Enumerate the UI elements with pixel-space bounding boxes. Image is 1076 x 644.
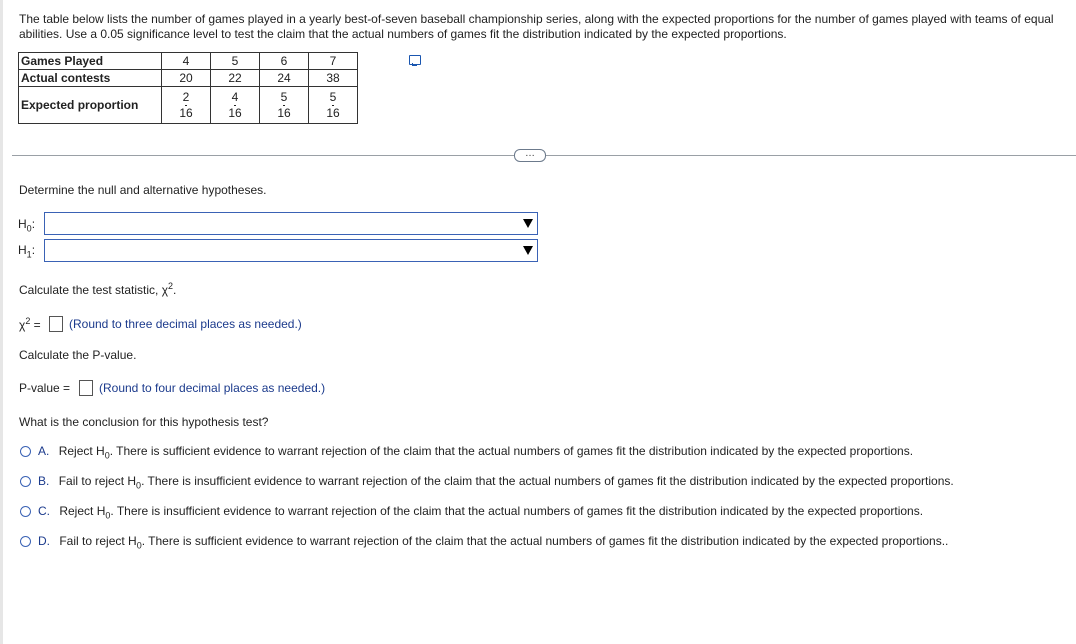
actual-cell: 24: [260, 70, 309, 87]
fraction: [277, 91, 290, 119]
row-label-actual: Actual contests: [19, 70, 162, 87]
caret-down-icon: [523, 219, 533, 228]
copy-data-icon[interactable]: [409, 55, 421, 65]
radio-button[interactable]: [20, 506, 31, 517]
data-table: [18, 52, 358, 124]
option-subscript: 0: [136, 480, 142, 491]
option-subscript: 0: [136, 540, 142, 551]
h0-dropdown-toggle[interactable]: [519, 213, 537, 234]
option-text-post: . There is sufficient evidence to warrant rejection of the claim that the actual numbers of games fit the distribution indicated by the expected proportions..: [141, 534, 949, 548]
expected-cell: [260, 87, 309, 124]
h0-letter: H: [18, 217, 27, 231]
actual-cell: 38: [309, 70, 358, 87]
row-label-expected: Expected proportion: [19, 87, 162, 124]
fraction: [228, 91, 241, 119]
option-text-pre: Fail to reject H: [58, 474, 137, 488]
equals-sign: =: [33, 318, 41, 332]
caret-down-icon: [523, 246, 533, 255]
fraction-denominator: 16: [326, 105, 340, 120]
fraction-numerator: 4: [231, 89, 239, 104]
test-stat-prompt: [19, 281, 176, 297]
chi-square-label: [19, 316, 41, 332]
row-label-games: Games Played: [19, 53, 162, 70]
h1-select[interactable]: [44, 239, 538, 262]
fraction-denominator: 16: [179, 105, 193, 120]
games-cell: 7: [309, 53, 358, 70]
more-button[interactable]: …: [514, 149, 546, 162]
expected-cell: [309, 87, 358, 124]
radio-button[interactable]: [20, 476, 31, 487]
h0-select[interactable]: [44, 212, 538, 235]
option-c[interactable]: [20, 504, 923, 520]
test-stat-prompt-sup: 2: [168, 281, 174, 291]
chi-superscript: 2: [25, 316, 31, 326]
option-d[interactable]: [20, 534, 948, 550]
expected-cell: [211, 87, 260, 124]
chi-square-hint: (Round to three decimal places as needed.): [69, 317, 302, 331]
radio-button[interactable]: [20, 446, 31, 457]
p-value-prompt: Calculate the P-value.: [19, 348, 137, 362]
option-subscript: 0: [105, 510, 111, 521]
option-b[interactable]: [20, 474, 954, 490]
radio-button[interactable]: [20, 536, 31, 547]
p-value-label: P-value =: [19, 381, 71, 395]
fraction-numerator: 5: [280, 89, 288, 104]
games-cell: 6: [260, 53, 309, 70]
h1-dropdown-toggle[interactable]: [519, 240, 537, 261]
actual-cell: 20: [162, 70, 211, 87]
fraction-numerator: 5: [329, 89, 337, 104]
hypotheses-prompt: Determine the null and alternative hypotheses.: [19, 183, 267, 197]
option-a[interactable]: [20, 444, 913, 460]
conclusion-prompt: What is the conclusion for this hypothesis test?: [19, 415, 269, 429]
option-letter: D.: [38, 534, 50, 548]
fraction-numerator: 2: [182, 89, 190, 104]
h0-label: $H_0$:: [18, 217, 36, 234]
p-value-hint: (Round to four decimal places as needed.): [99, 381, 326, 395]
left-frame-border: [0, 0, 3, 644]
h1-letter: H: [18, 243, 27, 257]
chi-symbol: χ: [19, 318, 26, 332]
games-cell: 4: [162, 53, 211, 70]
fraction-denominator: 16: [277, 105, 291, 120]
test-stat-prompt-text: Calculate the test statistic, χ: [19, 283, 169, 297]
actual-cell: 22: [211, 70, 260, 87]
table-row-actual: [19, 70, 358, 87]
option-text-pre: Fail to reject H: [59, 534, 137, 548]
option-letter: B.: [38, 474, 50, 488]
fraction: [326, 91, 339, 119]
chi-square-input[interactable]: [49, 316, 63, 332]
option-text-post: . There is sufficient evidence to warrant rejection of the claim that the actual numbers of games fit the distribution indicated by the expected proportions.: [109, 444, 914, 458]
fraction-denominator: 16: [228, 105, 242, 120]
test-stat-prompt-end: .: [173, 283, 177, 297]
option-subscript: 0: [104, 450, 110, 461]
p-value-input[interactable]: [79, 380, 93, 396]
h1-label: $H_1$:: [18, 243, 36, 260]
option-text-pre: Reject H: [58, 444, 105, 458]
h0-subscript: 0: [26, 223, 32, 234]
table-row-games: [19, 53, 358, 70]
h1-subscript: 1: [26, 249, 32, 260]
fraction: [179, 91, 192, 119]
table-row-expected: [19, 87, 358, 124]
problem-statement: The table below lists the number of games played in a yearly best-of-seven baseball championship series, along with the expected proportions for the number of games played with teams of equal abilities. Use a 0.05 significance level to test the claim that the actual numbers of games fit the distribution indicated by the expected proportions.: [19, 12, 1054, 41]
option-text-pre: Reject H: [59, 504, 106, 518]
option-letter: C.: [38, 504, 50, 518]
games-cell: 5: [211, 53, 260, 70]
option-letter: A.: [38, 444, 50, 458]
option-text-post: . There is insufficient evidence to warrant rejection of the claim that the actual numbers of games fit the distribution indicated by the expected proportions.: [141, 474, 954, 488]
option-text-post: . There is insufficient evidence to warrant rejection of the claim that the actual numbers of games fit the distribution indicated by the expected proportions.: [110, 504, 924, 518]
expected-cell: [162, 87, 211, 124]
